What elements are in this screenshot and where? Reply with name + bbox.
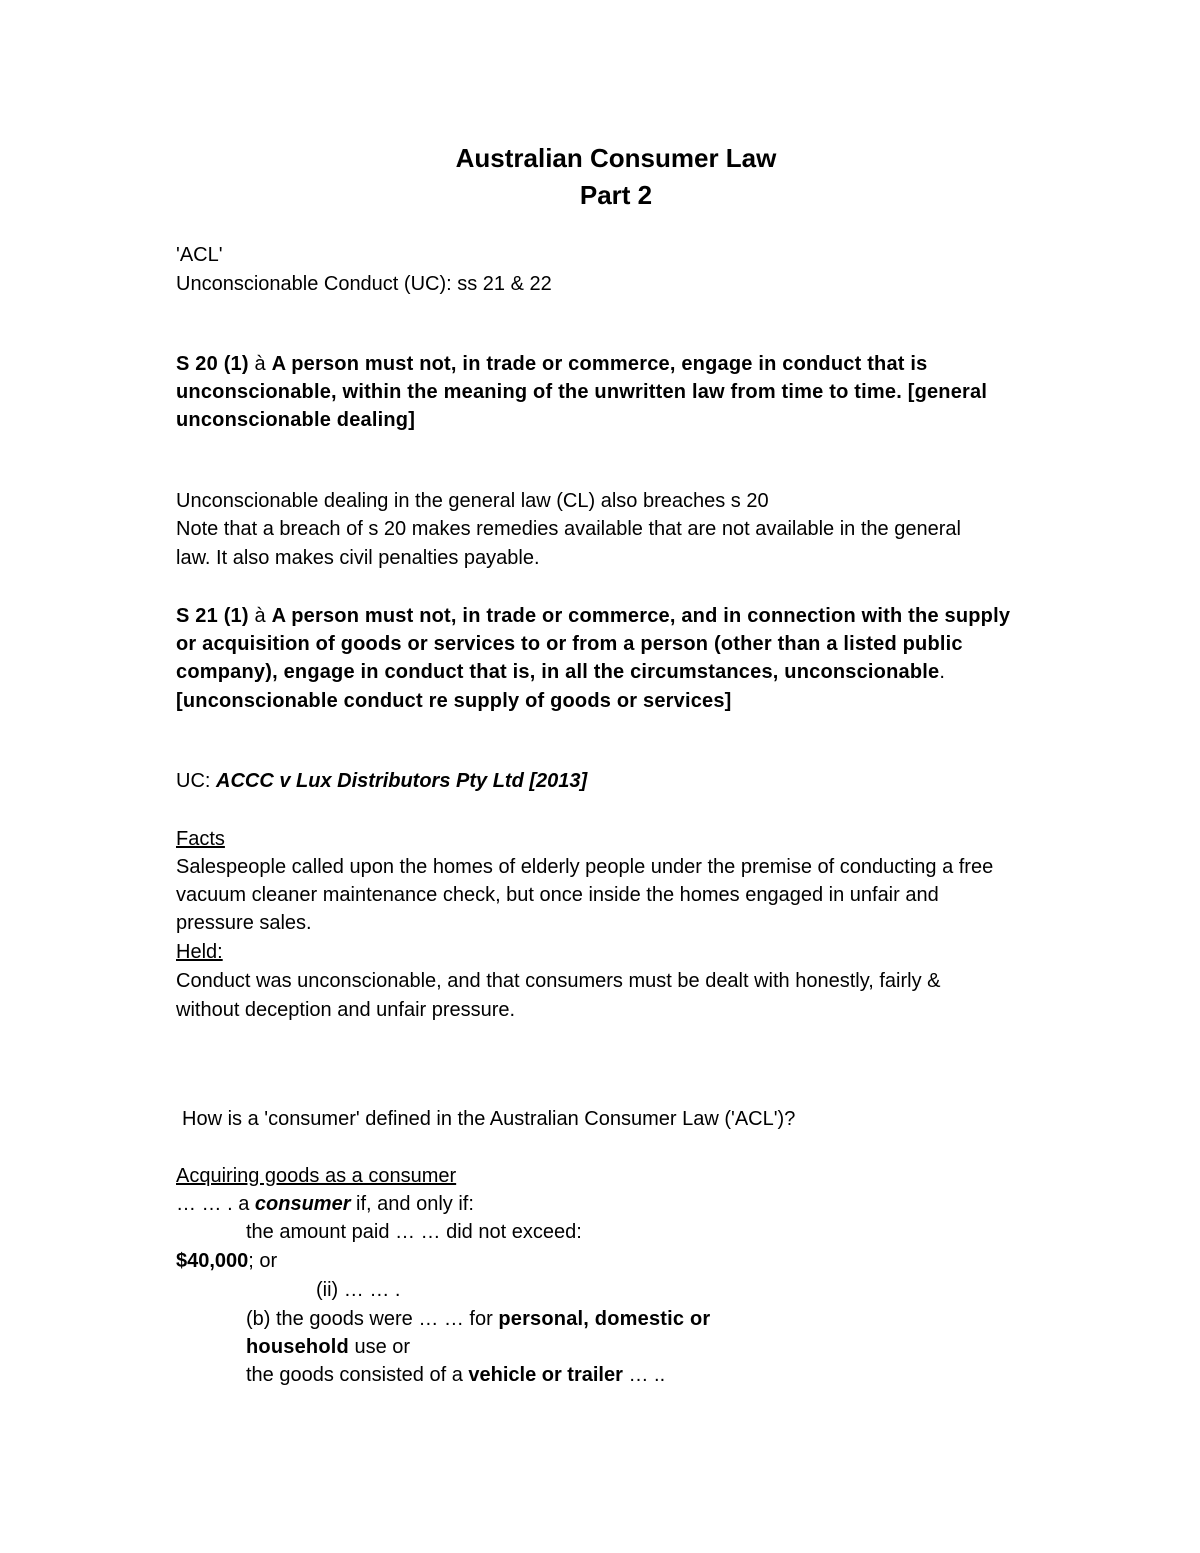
facts-line-3: pressure sales. [176, 912, 312, 934]
s21-line-1 [176, 602, 1010, 630]
consumer-line-3 [176, 1247, 277, 1275]
document-subtitle: Part 2 [579, 180, 653, 210]
case-prefix: UC: [176, 770, 216, 792]
consumer-line-1 [176, 1190, 474, 1218]
case-name: ACCC v Lux Distributors Pty Ltd [2013] [216, 770, 588, 792]
facts-line-2: vacuum cleaner maintenance check, but once inside the homes engaged in unfair and [176, 884, 939, 906]
consumer-heading: Acquiring goods as a consumer [176, 1165, 457, 1187]
consumer-line-7-post: … .. [622, 1364, 666, 1386]
consumer-line-7-pre: the goods consisted of a [246, 1364, 469, 1386]
notes-line-1: Unconscionable dealing in the general law (CL) also breaches s 20 [176, 490, 769, 512]
household-term: household [246, 1336, 349, 1358]
consumer-line-7 [246, 1361, 665, 1389]
consumer-line-5-pre: (b) the goods were … … for [246, 1308, 499, 1330]
held-line-2: without deception and unfair pressure. [176, 999, 516, 1021]
s20-line-2: unconscionable, within the meaning of the unwritten law from time to time. [general [176, 381, 988, 403]
s21-line-4: [unconscionable conduct re supply of goods or services] [176, 690, 732, 712]
s20-line-1 [176, 350, 928, 378]
document-title: Australian Consumer Law [455, 143, 777, 173]
consumer-line-3-post: ; or [248, 1250, 278, 1272]
s21-text-3: company), engage in conduct that is, in all the circumstances, unconscionable [176, 661, 940, 683]
s21-period: . [939, 661, 946, 683]
amount-threshold: $40,000 [176, 1250, 249, 1272]
s21-line-3 [176, 658, 945, 686]
s21-ref: S 21 (1) [176, 605, 249, 627]
case-title [176, 767, 587, 795]
s20-ref: S 20 (1) [176, 353, 249, 375]
held-line-1: Conduct was unconscionable, and that consumers must be dealt with honestly, fairly & [176, 970, 941, 992]
consumer-line-5 [246, 1305, 710, 1333]
consumer-line-6-post: use or [348, 1336, 411, 1358]
uc-heading: Unconscionable Conduct (UC): ss 21 & 22 [176, 273, 552, 295]
consumer-line-1-post: if, and only if: [350, 1193, 474, 1215]
consumer-question: How is a 'consumer' defined in the Australian Consumer Law ('ACL')? [182, 1108, 796, 1130]
consumer-line-6 [246, 1333, 410, 1361]
acl-acronym: 'ACL' [176, 244, 223, 266]
arrow-glyph: à [248, 353, 272, 375]
s21-text-1: A person must not, in trade or commerce, and in connection with the supply [271, 605, 1011, 627]
vehicle-trailer: vehicle or trailer [468, 1364, 623, 1386]
notes-line-3: law. It also makes civil penalties payable. [176, 547, 540, 569]
held-heading: Held: [176, 941, 223, 963]
notes-line-2: Note that a breach of s 20 makes remedies available that are not available in the general [176, 518, 961, 540]
s20-text-1: A person must not, in trade or commerce, engage in conduct that is [271, 353, 928, 375]
consumer-line-4: (ii) … … . [316, 1279, 401, 1301]
personal-domestic: personal, domestic or [498, 1308, 711, 1330]
s21-line-2: or acquisition of goods or services to or from a person (other than a listed public [176, 633, 963, 655]
arrow-glyph: à [248, 605, 272, 627]
s20-line-3: unconscionable dealing] [176, 409, 416, 431]
consumer-term: consumer [254, 1193, 351, 1215]
facts-line-1: Salespeople called upon the homes of elderly people under the premise of conducting a free [176, 856, 994, 878]
consumer-line-1-pre: … … . a [176, 1193, 255, 1215]
facts-heading: Facts [176, 828, 225, 850]
consumer-line-2: the amount paid … … did not exceed: [246, 1221, 582, 1243]
